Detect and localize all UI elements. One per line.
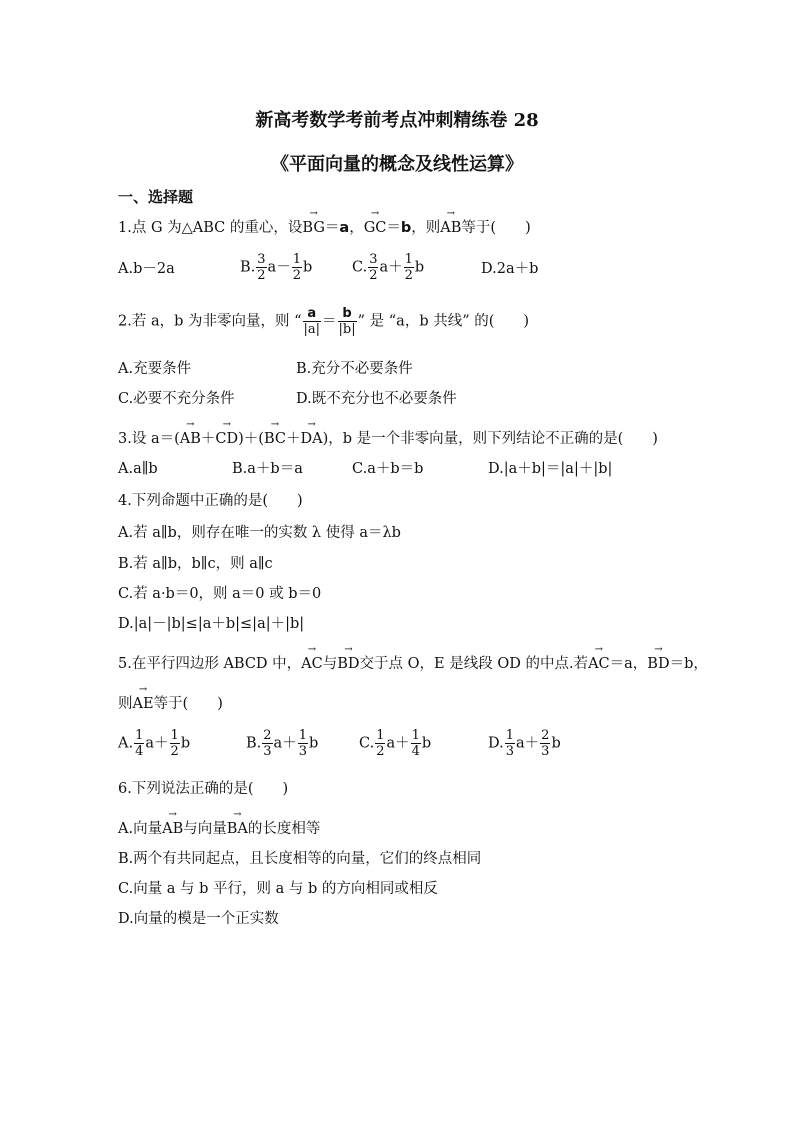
question-4-option-c: C.若 a·b＝0，则 a＝0 或 b＝0 xyxy=(118,586,322,602)
vector-ab: → AB xyxy=(440,219,461,237)
question-6-stem: 6.下列说法正确的是( ) xyxy=(118,781,289,797)
question-6-option-d: D.向量的模是一个正实数 xyxy=(118,911,279,927)
vector-ae: → AE xyxy=(133,695,154,713)
question-3-option-a: A.a∥b xyxy=(118,461,158,477)
fraction: $\frac{3}{2}$ xyxy=(257,252,266,283)
vector-bc: → BC xyxy=(264,430,286,448)
fraction: $\frac{b}{|b|}$ xyxy=(338,306,356,337)
question-5-option-c: C. $\frac{1}{2}$ a＋ $\frac{1}{4}$ b xyxy=(359,728,432,759)
vector-da: → DA xyxy=(300,430,322,448)
question-6-option-b: B.两个有共同起点，且长度相等的向量，它们的终点相同 xyxy=(118,851,482,867)
vector-ab: → AB xyxy=(162,820,183,838)
question-1-option-a: A.b－2a xyxy=(118,261,175,277)
vector-bd: → BD xyxy=(647,655,669,673)
section-heading: 一、选择题 xyxy=(118,188,194,206)
question-5-stem-continued: 则→ AE等于( ) xyxy=(118,695,223,713)
question-6-option-a: A.向量→ AB与向量→ BA的长度相等 xyxy=(118,820,320,838)
question-4-option-b: B.若 a∥b，b∥c，则 a∥c xyxy=(118,556,273,572)
question-2-option-c: C.必要不充分条件 xyxy=(118,391,235,407)
question-5-option-a: A. $\frac{1}{4}$ a＋ $\frac{1}{2}$ b xyxy=(118,728,191,759)
fraction: $\frac{1}{2}$ xyxy=(404,252,413,283)
vector-gc: → GC xyxy=(364,219,387,237)
question-4-option-d: D.|a|－|b|≤|a＋b|≤|a|＋|b| xyxy=(118,616,305,632)
question-2-option-a: A.充要条件 xyxy=(118,361,192,377)
question-4-stem: 4.下列命题中正确的是( ) xyxy=(118,493,303,509)
question-3-option-d: D.|a＋b|＝|a|＋|b| xyxy=(488,461,613,477)
question-5-stem: 5.在平行四边形 ABCD 中，→ AC与→ BD交于点 O，E 是线段 OD 的中点.若→ AC＝a，→ BD＝b， xyxy=(118,655,708,673)
question-3-option-b: B.a＋b＝a xyxy=(232,461,303,477)
question-4-option-a: A.若 a∥b，则存在唯一的实数 λ 使得 a＝λb xyxy=(118,525,401,541)
question-2-stem: 2.若 a，b 为非零向量，则 “ $\frac{a}{|a|}$ ＝ $\frac{b}{|b|}$ ” 是 “a，b 共线” 的( ) xyxy=(118,306,530,337)
vector-ac: → AC xyxy=(301,655,323,673)
vector-bg: → BG xyxy=(302,219,325,237)
fraction: $\frac{1}{2}$ xyxy=(292,252,301,283)
question-6-option-c: C.向量 a 与 b 平行，则 a 与 b 的方向相同或相反 xyxy=(118,881,438,897)
question-2-option-d: D.既不充分也不必要条件 xyxy=(296,391,457,407)
question-5-option-b: B. $\frac{2}{3}$ a＋ $\frac{1}{3}$ b xyxy=(246,728,319,759)
page-title: 新高考数学考前考点冲刺精练卷 28 xyxy=(255,110,539,131)
vector-ba: → BA xyxy=(227,820,248,838)
question-1-option-b: B. $\frac{3}{2}$ a－ $\frac{1}{2}$ b xyxy=(240,252,313,283)
question-2-option-b: B.充分不必要条件 xyxy=(296,361,413,377)
vector-ac: → AC xyxy=(588,655,610,673)
question-3-option-c: C.a＋b＝b xyxy=(352,461,424,477)
vector-cd: → CD xyxy=(215,430,238,448)
question-5-option-d: D. $\frac{1}{3}$ a＋ $\frac{2}{3}$ b xyxy=(488,728,561,759)
question-3-stem: 3.设 a＝(→ AB＋→ CD)＋(→ BC＋→ DA)，b 是一个非零向量，则下列结论不正确的是( ) xyxy=(118,430,658,448)
fraction: $\frac{3}{2}$ xyxy=(369,252,378,283)
fraction: $\frac{a}{|a|}$ xyxy=(303,306,321,337)
page-subtitle: 《平面向量的概念及线性运算》 xyxy=(271,154,523,175)
question-1-option-c: C. $\frac{3}{2}$ a＋ $\frac{1}{2}$ b xyxy=(352,252,425,283)
question-1-stem: 1.点 G 为△ABC 的重心，设→ BG＝a，→ GC＝b，则→ AB等于( ) xyxy=(118,219,531,237)
vector-bd: → BD xyxy=(337,655,359,673)
question-1-option-d: D.2a＋b xyxy=(481,261,539,277)
vector-ab: → AB xyxy=(180,430,201,448)
